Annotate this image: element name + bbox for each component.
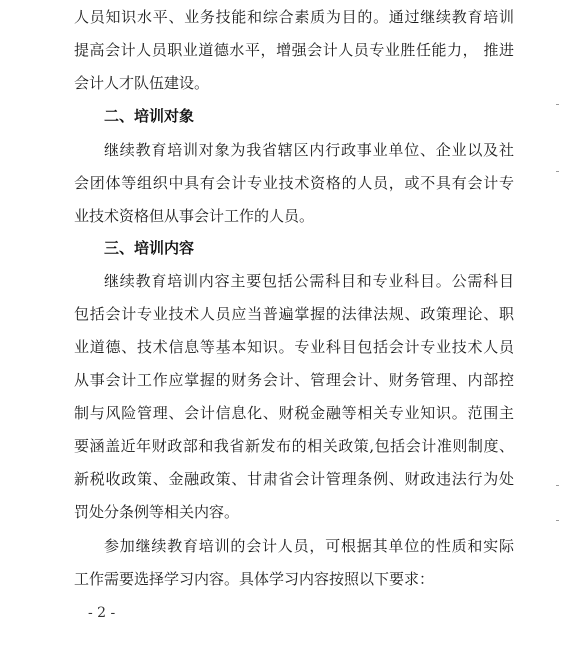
paragraph-line: 从事会计工作应掌握的财务会计、管理会计、财务管理、内部控 — [74, 371, 514, 389]
paragraph-line: 继续教育培训内容主要包括公需科目和专业科目。公需科目 — [104, 272, 514, 290]
paragraph-line: 业道德、技术信息等基本知识。专业科目包括会计专业技术人员 — [74, 338, 514, 356]
scan-mark — [556, 520, 559, 521]
paragraph-line: 会团体等组织中具有会计专业技术资格的人员，或不具有会计专 — [74, 174, 514, 192]
section-heading-training-content: 三、培训内容 — [104, 239, 195, 257]
scan-mark — [556, 171, 559, 172]
paragraph-line: 业技术资格但从事会计工作的人员。 — [74, 207, 315, 225]
paragraph-line: 包括会计专业技术人员应当普遍掌握的法律法规、政策理论、职 — [74, 305, 514, 323]
paragraph-line: 新税收政策、金融政策、甘肃省会计管理条例、财政违法行为处 — [74, 470, 514, 488]
paragraph-line: 罚处分条例等相关内容。 — [74, 503, 240, 521]
paragraph-line: 制与风险管理、会计信息化、财税金融等相关专业知识。范围主 — [74, 404, 514, 422]
paragraph-line: 人员知识水平、业务技能和综合素质为目的。通过继续教育培训 — [74, 8, 514, 26]
scan-mark — [556, 104, 559, 105]
paragraph-line: 工作需要选择学习内容。具体学习内容按照以下要求： — [74, 570, 435, 588]
paragraph-line: 继续教育培训对象为我省辖区内行政事业单位、企业以及社 — [104, 141, 514, 159]
paragraph-line: 要涵盖近年财政部和我省新发布的相关政策,包括会计准则制度、 — [74, 437, 514, 455]
paragraph-line: 参加继续教育培训的会计人员，可根据其单位的性质和实际 — [104, 537, 514, 555]
section-heading-training-target: 二、培训对象 — [104, 107, 195, 125]
paragraph-line: 提高会计人员职业道德水平，增强会计人员专业胜任能力， 推进 — [74, 41, 514, 59]
scan-mark — [556, 485, 559, 486]
paragraph-line: 会计人才队伍建设。 — [74, 74, 210, 92]
page-number: - 2 - — [88, 605, 116, 621]
